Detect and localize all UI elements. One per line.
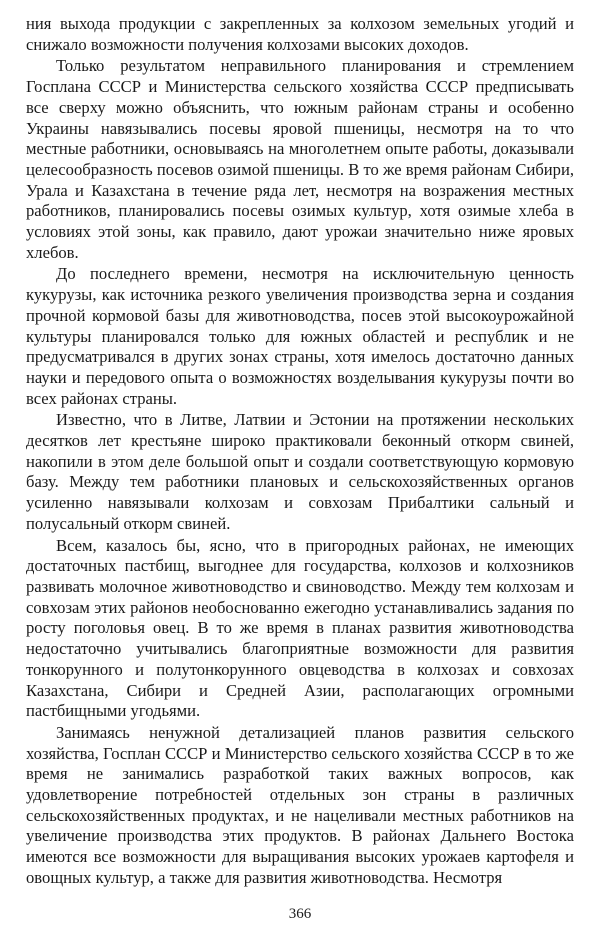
paragraph-planning-wheat: Только результатом неправильного планирования и стремлением Госплана СССР и Министерства сельского хозяйства СССР предписывать все сверху можно объяснить, что южным районам страны и особенно Украины навязывались посевы яровой пшеницы, несмотря на то что местные работники, основываясь на многолетнем опыте работы, доказывали целесообразность посевов озимой пшеницы. В то же время районам Сибири, Урала и Казахстана в течение ряда лет, несмотря на возражения местных работников, планировались посевы озимых культур, хотя озимые хлеба в условиях этой зоны, как правило, дают урожаи значительно ниже яровых хлебов. (26, 56, 574, 262)
page-number: 366 (288, 906, 312, 922)
page-body (26, 14, 574, 889)
paragraph-gosplan-far-east: Занимаясь ненужной детализацией планов развития сельского хозяйства, Госплан СССР и Министерство сельского хозяйства СССР в то же время не занимались разработкой таких важных вопросов, как удовлетворение потребностей отдельных зон страны в различных сельскохозяйственных продуктах, и не нацеливали местных работников на увеличение производства этих продуктов. В районах Дальнего Востока имеются все возможности для выращивания высоких урожаев картофеля и овощных культур, а также для развития животноводства. Несмотря (26, 722, 574, 887)
paragraph-suburban-livestock: Всем, казалось бы, ясно, что в пригородных районах, не имеющих достаточных пастбищ, выгоднее для государства, колхозов и колхозников развивать молочное животноводство и свиноводство. Между тем колхозам и совхозам этих районов необоснованно ежегодно устанавливались задания по росту поголовья овец. В то же время в планах развития животноводства недостаточно учитывались благоприятные возможности для развития тонкорунного и полутонкорунного овцеводства в колхозах и совхозах Казахстана, Сибири и Средней Азии, располагающих огромными пастбищными угодьями. (26, 535, 574, 721)
paragraph-continuation: ния выхода продукции с закрепленных за колхозом земельных угодий и снижало возможности получения колхозами высоких доходов. (26, 14, 574, 54)
paragraph-baltic-pigs: Известно, что в Литве, Латвии и Эстонии на протяжении нескольких десятков лет крестьяне широко практиковали беконный откорм свиней, накопили в этом деле большой опыт и создали соответствующую кормовую базу. Между тем работники плановых и сельскохозяйственных органов усиленно навязывали колхозам и совхозам Прибалтики сальный и полусальный откорм свиней. (26, 410, 574, 533)
paragraph-corn: До последнего времени, несмотря на исключительную ценность кукурузы, как источника резкого увеличения производства зерна и создания прочной кормовой базы для животноводства, посев этой высокоурожайной культуры планировался только для южных областей и республик и не предусматривался в других зонах страны, хотя имелось достаточно данных науки и передового опыта о возможностях возделывания кукурузы почти во всех районах страны. (26, 264, 574, 408)
